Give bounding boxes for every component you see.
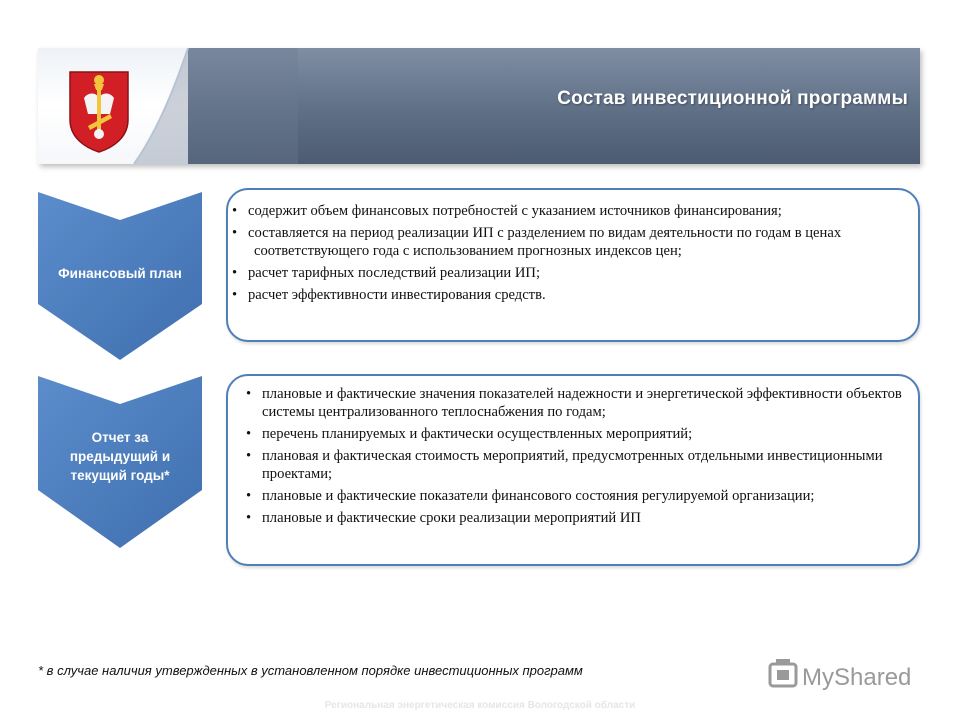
list-item — [240, 487, 906, 505]
list-item: • расчет тарифных последствий реализации ИП; — [232, 265, 541, 281]
list-item: • составляется на период реализации ИП с разделением по видам деятельности по годам в ценах соответствующего года с использованием прогнозных индексов цен; — [232, 225, 842, 259]
section-label-line: текущий годы* — [70, 468, 170, 483]
list-item: • содержит объем финансовых потребностей с указанием источников финансирования; — [232, 203, 782, 219]
bullet-icon: • — [246, 448, 252, 464]
chevron-report — [38, 376, 202, 548]
section-label-report — [38, 428, 202, 485]
list-item-text: плановые и фактические значения показателей надежности и энергетической эффективности объектов системы централизованного теплоснабжения по годам; — [262, 386, 902, 420]
list-item — [240, 447, 906, 483]
section-label-line: Отчет за — [91, 430, 149, 445]
list-item-text: содержит объем финансовых потребностей с указанием источников финансирования; — [248, 203, 782, 219]
list-item-text: составляется на период реализации ИП с разделением по видам деятельности по годам в ценах соответствующего года с использованием прогнозных индексов цен; — [248, 225, 842, 259]
list-item-text: плановые и фактические показатели финансового состояния регулируемой организации; — [262, 488, 815, 504]
chevron-financial-plan — [38, 192, 202, 360]
watermark-text: MyShared — [802, 664, 912, 691]
list-item — [240, 425, 906, 443]
section-label-line: предыдущий и — [69, 449, 171, 464]
header-banner — [38, 48, 920, 164]
list-item — [240, 509, 906, 527]
list-item-text: плановые и фактические сроки реализации мероприятий ИП — [262, 510, 641, 526]
bullet-icon: • — [246, 426, 252, 442]
list-item-text: расчет тарифных последствий реализации ИП; — [248, 265, 541, 281]
report-list — [228, 376, 918, 527]
list-item-text: плановая и фактическая стоимость мероприятий, предусмотренных отдельными инвестиционными проектами; — [262, 448, 883, 482]
bullet-icon: • — [246, 488, 252, 504]
report-box — [226, 374, 920, 566]
bullet-icon: • — [246, 386, 252, 402]
page-title: Состав инвестиционной программы — [557, 88, 908, 109]
list-item — [240, 385, 906, 421]
coat-of-arms-icon — [66, 68, 132, 154]
footnote: * в случае наличия утвержденных в установленном порядке инвестиционных программ — [38, 663, 583, 678]
list-item-text: расчет эффективности инвестирования средств. — [248, 287, 546, 303]
list-item-text: перечень планируемых и фактически осуществленных мероприятий; — [262, 426, 693, 442]
list-item: • расчет эффективности инвестирования средств. — [232, 287, 546, 303]
myshared-logo-icon — [766, 656, 926, 696]
financial-plan-list — [228, 190, 918, 304]
financial-plan-box — [226, 188, 920, 342]
bullet-icon: • — [246, 510, 252, 526]
section-label-financial-plan: Финансовый план — [58, 266, 182, 281]
footer: Региональная энергетическая комиссия Вологодской области — [324, 700, 636, 711]
